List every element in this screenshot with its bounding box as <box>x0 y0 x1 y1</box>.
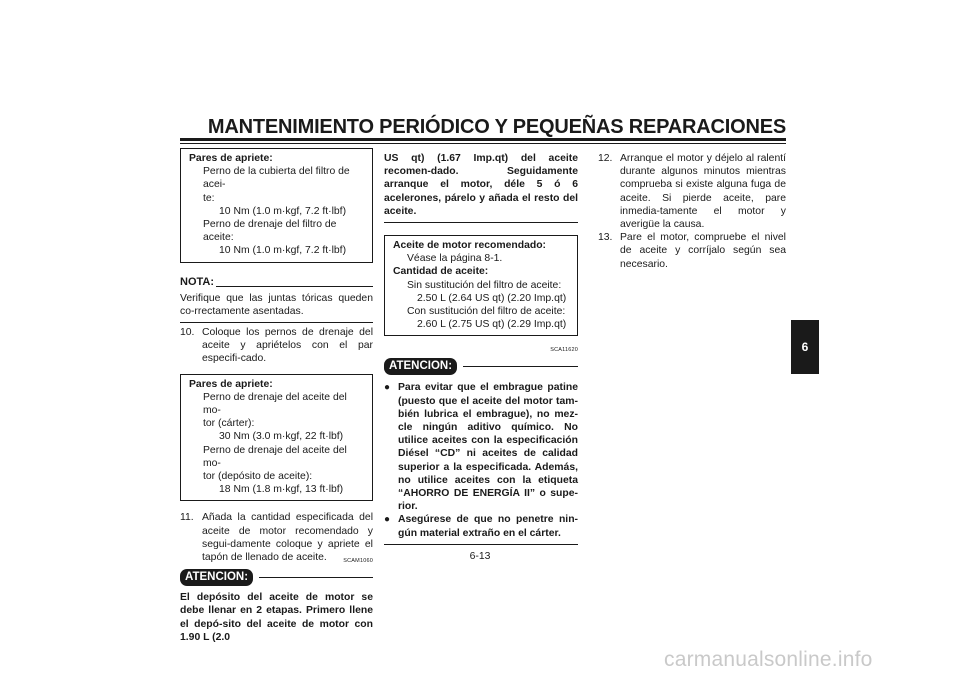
step-text: Pare el motor, compruebe el nivel de aceite y corríjalo según sea necesario. <box>620 232 786 270</box>
chapter-tab: 6 <box>791 320 819 374</box>
note-label: NOTA: <box>180 275 215 288</box>
page-number: 6-13 <box>469 551 491 562</box>
oil-line: Sin sustitución del filtro de aceite: <box>407 279 562 291</box>
step-number: 13. <box>598 232 613 244</box>
column-middle <box>384 152 578 545</box>
caution-label: ATENCION: <box>180 569 253 586</box>
torque-line: Perno de drenaje del filtro de aceite: <box>203 219 337 244</box>
header-rule-thick <box>180 138 786 141</box>
torque-spec-box-filter <box>180 148 373 263</box>
step-text: Añada la cantidad especificada del aceite de motor recomendado y segui-damente coloque y apriete el tapón de llenado de aceite. <box>202 512 373 564</box>
torque-line: te: <box>203 192 215 204</box>
step-number: 12. <box>598 153 613 164</box>
bullet-text: Asegúrese de que no penetre nin-gún material extraño en el cárter. <box>398 514 578 539</box>
caution-label: ATENCION: <box>384 358 457 375</box>
caution-header <box>180 569 373 586</box>
oil-line: Con sustitución del filtro de aceite: <box>407 306 566 318</box>
caution-bullet-2 <box>384 513 578 539</box>
torque-value: 10 Nm (1.0 m·kgf, 7.2 ft·lbf) <box>219 245 347 257</box>
torque-line: tor (cárter): <box>203 418 255 430</box>
torque-value: 10 Nm (1.0 m·kgf, 7.2 ft·lbf) <box>219 205 347 217</box>
oil-value: 2.50 L (2.64 US qt) (2.20 Imp.qt) <box>417 292 567 304</box>
step-12 <box>598 152 786 231</box>
oil-value: 2.60 L (2.75 US qt) (2.29 Imp.qt) <box>417 319 567 331</box>
column-left <box>180 148 373 644</box>
step-10 <box>180 326 373 366</box>
caution-header <box>384 358 578 375</box>
torque-line: Perno de drenaje del aceite del mo- <box>203 444 347 469</box>
caution-bullet-1 <box>384 381 578 513</box>
column-right <box>598 152 786 271</box>
note-rule <box>216 286 373 287</box>
step-text: Coloque los pernos de drenaje del aceite y apriételos con el par especifi-cado. <box>202 327 373 365</box>
caution-code: SCAM1060 <box>343 558 373 565</box>
torque-box-heading: Pares de apriete: <box>189 153 273 164</box>
torque-value: 30 Nm (3.0 m·kgf, 22 ft·lbf) <box>219 431 344 443</box>
torque-spec-box-drain <box>180 374 373 502</box>
caution-text-continued: US qt) (1.67 Imp.qt) del aceite recomen-dado. Seguidamente arranque el motor, déle 5 ó 6 acelerones, párelo y añada el resto del aceite. <box>384 152 578 223</box>
step-text: Arranque el motor y déjelo al ralentí durante algunos minutos mientras comprueba si existe alguna fuga de aceite. Si pierde aceite, pare inmedia-tamente el motor y averigüe la causa. <box>620 153 786 231</box>
torque-line: Perno de la cubierta del filtro de acei- <box>203 166 350 191</box>
page-header-title: MANTENIMIENTO PERIÓDICO Y PEQUEÑAS REPARACIONES <box>207 116 786 138</box>
torque-box-heading: Pares de apriete: <box>189 378 273 390</box>
step-number: 10. <box>180 327 195 339</box>
bullet-dot-icon: ● <box>384 514 391 526</box>
note-text: Verifique que las juntas tóricas queden co-rrectamente asentadas. <box>180 292 373 323</box>
step-13 <box>598 231 786 271</box>
oil-line: Véase la página 8-1. <box>407 253 503 265</box>
bullet-text: Para evitar que el embrague patine (puesto que el aceite del motor tam-bién lubrica el embrague), no mez-cle ningún aditivo químico. No utilice aceites con la especificación Diésel “CD” ni aceites de calidad superior a la especificada. Además, no utilice aceites con la etiqueta “AHORRO DE ENERGÍA II” o supe-rior. <box>398 382 578 513</box>
watermark: carmanualsonline.info <box>664 648 873 671</box>
header-rule-thin <box>180 143 786 144</box>
caution-rule <box>463 366 578 367</box>
oil-box-heading: Aceite de motor recomendado: <box>393 240 547 252</box>
bullet-dot-icon: ● <box>384 382 391 394</box>
step-number: 11. <box>180 512 194 524</box>
torque-line: Perno de drenaje del aceite del mo- <box>203 391 347 417</box>
caution-text: El depósito del aceite de motor se debe llenar en 2 etapas. Primero llene el depó-sito del aceite de motor con 1.90 L (2.0 <box>180 592 373 643</box>
caution-rule <box>259 577 373 578</box>
caution-code: SCA11620 <box>550 347 578 354</box>
oil-box-heading: Cantidad de aceite: <box>393 266 489 278</box>
caution-list <box>384 381 578 544</box>
note-header <box>180 276 373 288</box>
torque-line: tor (depósito de aceite): <box>203 471 313 483</box>
torque-value: 18 Nm (1.8 m·kgf, 13 ft·lbf) <box>219 484 344 496</box>
oil-spec-box <box>384 235 578 336</box>
